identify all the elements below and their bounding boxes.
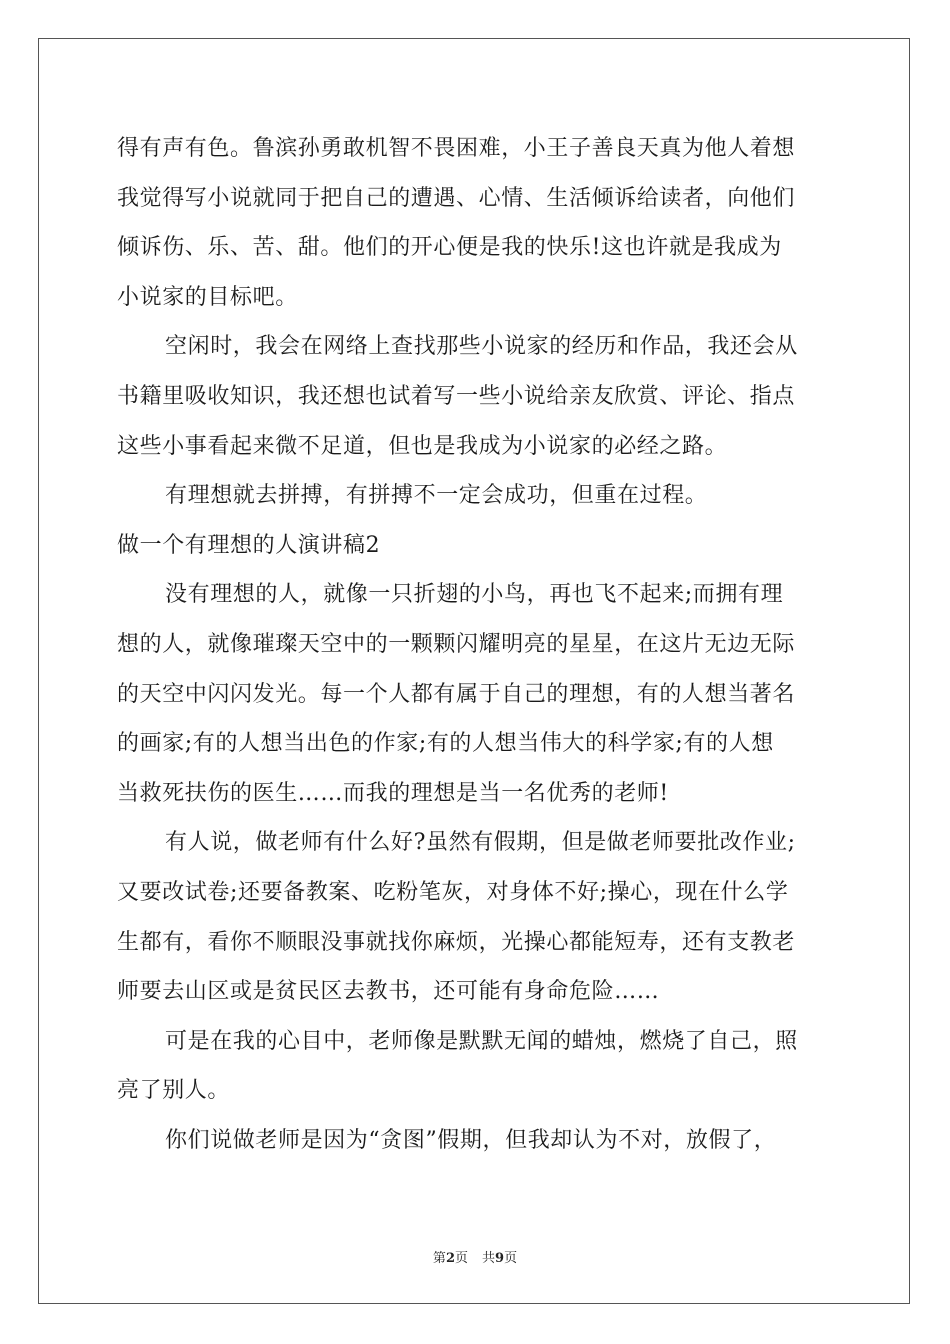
text-line: 亮了别人。: [117, 1078, 231, 1104]
text-line: 书籍里吸收知识，我还想也试着写一些小说给亲友欣赏、评论、指点: [117, 383, 796, 409]
document-body: [117, 124, 837, 1165]
paragraph-start: 有理想就去拼搏，有拼搏不一定会成功，但重在过程。: [165, 483, 708, 509]
total-pages: 9: [495, 1251, 505, 1266]
text-line: 师要去山区或是贫民区去教书，还可能有身命危险……: [117, 979, 660, 1005]
section-heading: 做一个有理想的人演讲稿2: [117, 532, 381, 558]
page-suffix: 页: [454, 1251, 468, 1266]
text-line: 想的人，就像璀璨天空中的一颗颗闪耀明亮的星星，在这片无边无际: [117, 631, 796, 657]
page-footer: [0, 1247, 950, 1266]
paragraph-start: 你们说做老师是因为“贪图”假期，但我却认为不对，放假了，: [165, 1127, 777, 1153]
text-line: 又要改试卷;还要备教案、吃粉笔灰，对身体不好;操心，现在什么学: [117, 879, 789, 905]
paragraph-start: 有人说，做老师有什么好?虽然有假期，但是做老师要批改作业;: [165, 830, 796, 856]
text-line: 我觉得写小说就同于把自己的遭遇、心情、生活倾诉给读者，向他们: [117, 185, 796, 211]
text-line: 生都有，看你不顺眼没事就找你麻烦，光操心都能短寿，还有支教老: [117, 929, 796, 955]
text-line: 的天空中闪闪发光。每一个人都有属于自己的理想，有的人想当著名: [117, 681, 796, 707]
text-line: 当救死扶伤的医生……而我的理想是当一名优秀的老师!: [117, 780, 669, 806]
paragraph-start: 空闲时，我会在网络上查找那些小说家的经历和作品，我还会从: [165, 334, 798, 360]
paragraph-start: 可是在我的心目中，老师像是默默无闻的蜡烛，燃烧了自己，照: [165, 1028, 798, 1054]
text-line: 的画家;有的人想当出色的作家;有的人想当伟大的科学家;有的人想: [117, 731, 774, 757]
paragraph-start: 没有理想的人，就像一只折翅的小鸟，再也飞不起来;而拥有理: [165, 582, 784, 608]
page-prefix: 第: [432, 1251, 446, 1266]
text-line: 倾诉伤、乐、苦、甜。他们的开心便是我的快乐!这也许就是我成为: [117, 235, 782, 261]
total-prefix: 共: [482, 1251, 496, 1266]
text-line: 得有声有色。鲁滨孙勇敢机智不畏困难，小王子善良天真为他人着想: [117, 136, 796, 161]
total-suffix: 页: [504, 1251, 518, 1266]
text-line: 小说家的目标吧。: [117, 284, 298, 310]
page-number: 2: [445, 1251, 455, 1266]
text-line: 这些小事看起来微不足道，但也是我成为小说家的必经之路。: [117, 433, 728, 459]
